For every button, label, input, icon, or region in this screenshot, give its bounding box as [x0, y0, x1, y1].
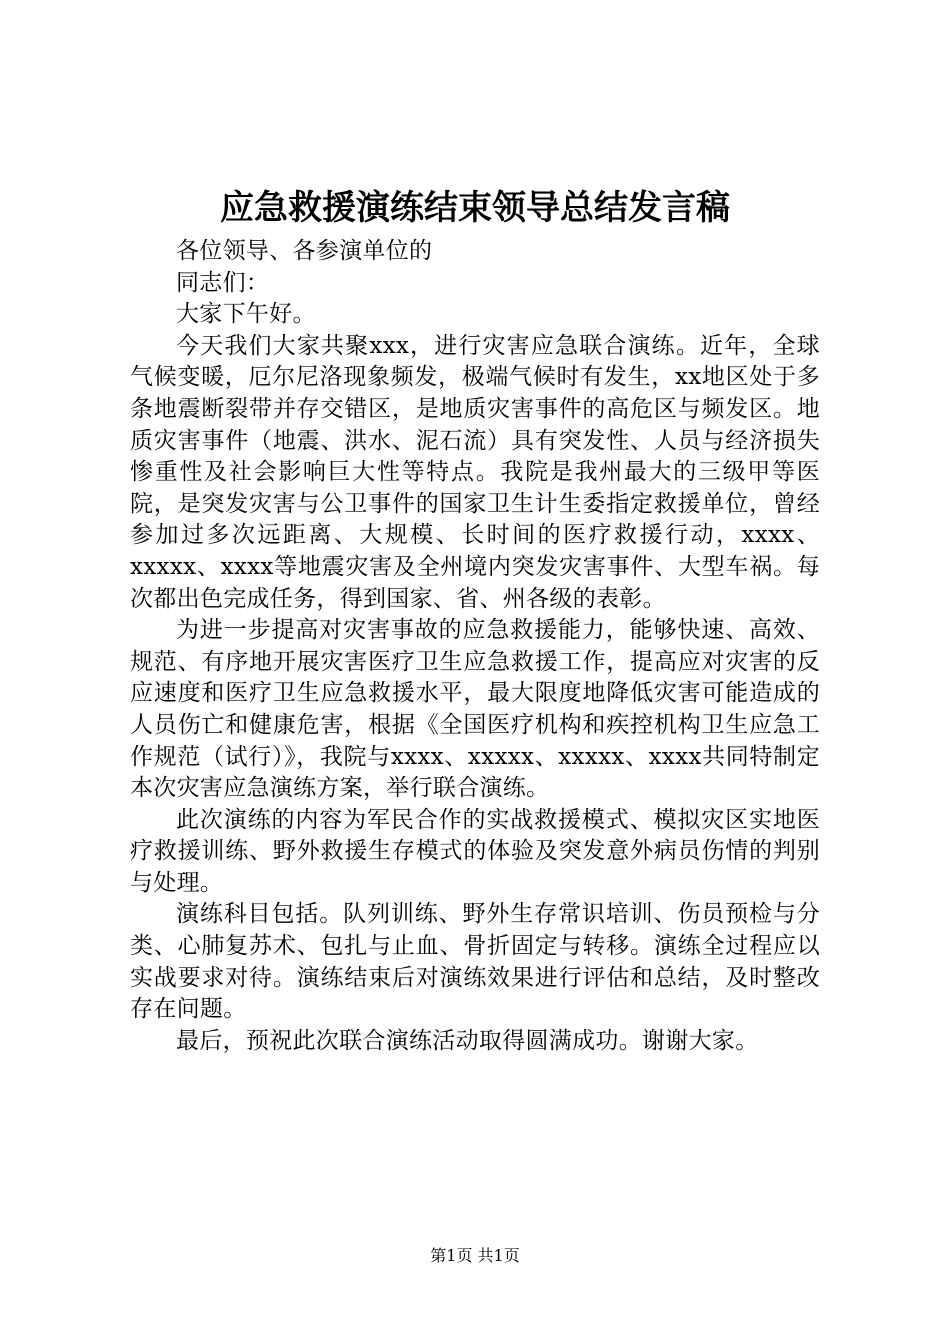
paragraph-purpose: 为进一步提高对灾害事故的应急救援能力，能够快速、高效、规范、有序地开展灾害医疗卫生应急救援工作，提高应对灾害的反应速度和医疗卫生应急救援水平，最大限度地降低灾害可能造成的人员伤亡和健康危害，根据《全国医疗机构和疾控机构卫生应急工作规范（试行）》，我院与xxxx、xxxxx、xxxxx、xxxx共同特制定本次灾害应急演练方案，举行联合演练。	[130, 617, 820, 802]
salutation-line-1: 各位领导、各参演单位的	[176, 238, 433, 264]
page-footer: 第1页 共1页	[430, 1246, 520, 1265]
paragraph-closing: 最后，预祝此次联合演练活动取得圆满成功。谢谢大家。	[176, 1027, 759, 1054]
document-body	[130, 236, 820, 1057]
salutation-line-2: 同志们：	[176, 269, 270, 296]
document-title: 应急救援演练结束领导总结发言稿	[220, 188, 730, 228]
paragraph-subjects: 演练科目包括。队列训练、野外生存常识培训、伤员预检与分类、心肺复苏术、包扎与止血、骨折固定与转移。演练全过程应以实战要求对待。演练结束后对演练效果进行评估和总结，及时整改存在问题。	[130, 901, 820, 1023]
paragraph-content: 此次演练的内容为军民合作的实战救援模式、模拟灾区实地医疗救援训练、野外救援生存模式的体验及突发意外病员伤情的判别与处理。	[130, 806, 820, 896]
greeting: 大家下午好。	[176, 301, 316, 328]
paragraph-background: 今天我们大家共聚xxx，进行灾害应急联合演练。近年，全球气候变暖，厄尔尼洛现象频发，极端气候时有发生，xx地区处于多条地震断裂带并存交错区，是地质灾害事件的高危区与频发区。地质灾害事件（地震、洪水、泥石流）具有突发性、人员与经济损失惨重性及社会影响巨大性等特点。我院是我州最大的三级甲等医院，是突发灾害与公卫事件的国家卫生计生委指定救援单位，曾经参加过多次远距离、大规模、长时间的医疗救援行动，xxxx、xxxxx、xxxx等地震灾害及全州境内突发灾害事件、大型车祸。每次都出色完成任务，得到国家、省、州各级的表彰。	[130, 332, 820, 612]
